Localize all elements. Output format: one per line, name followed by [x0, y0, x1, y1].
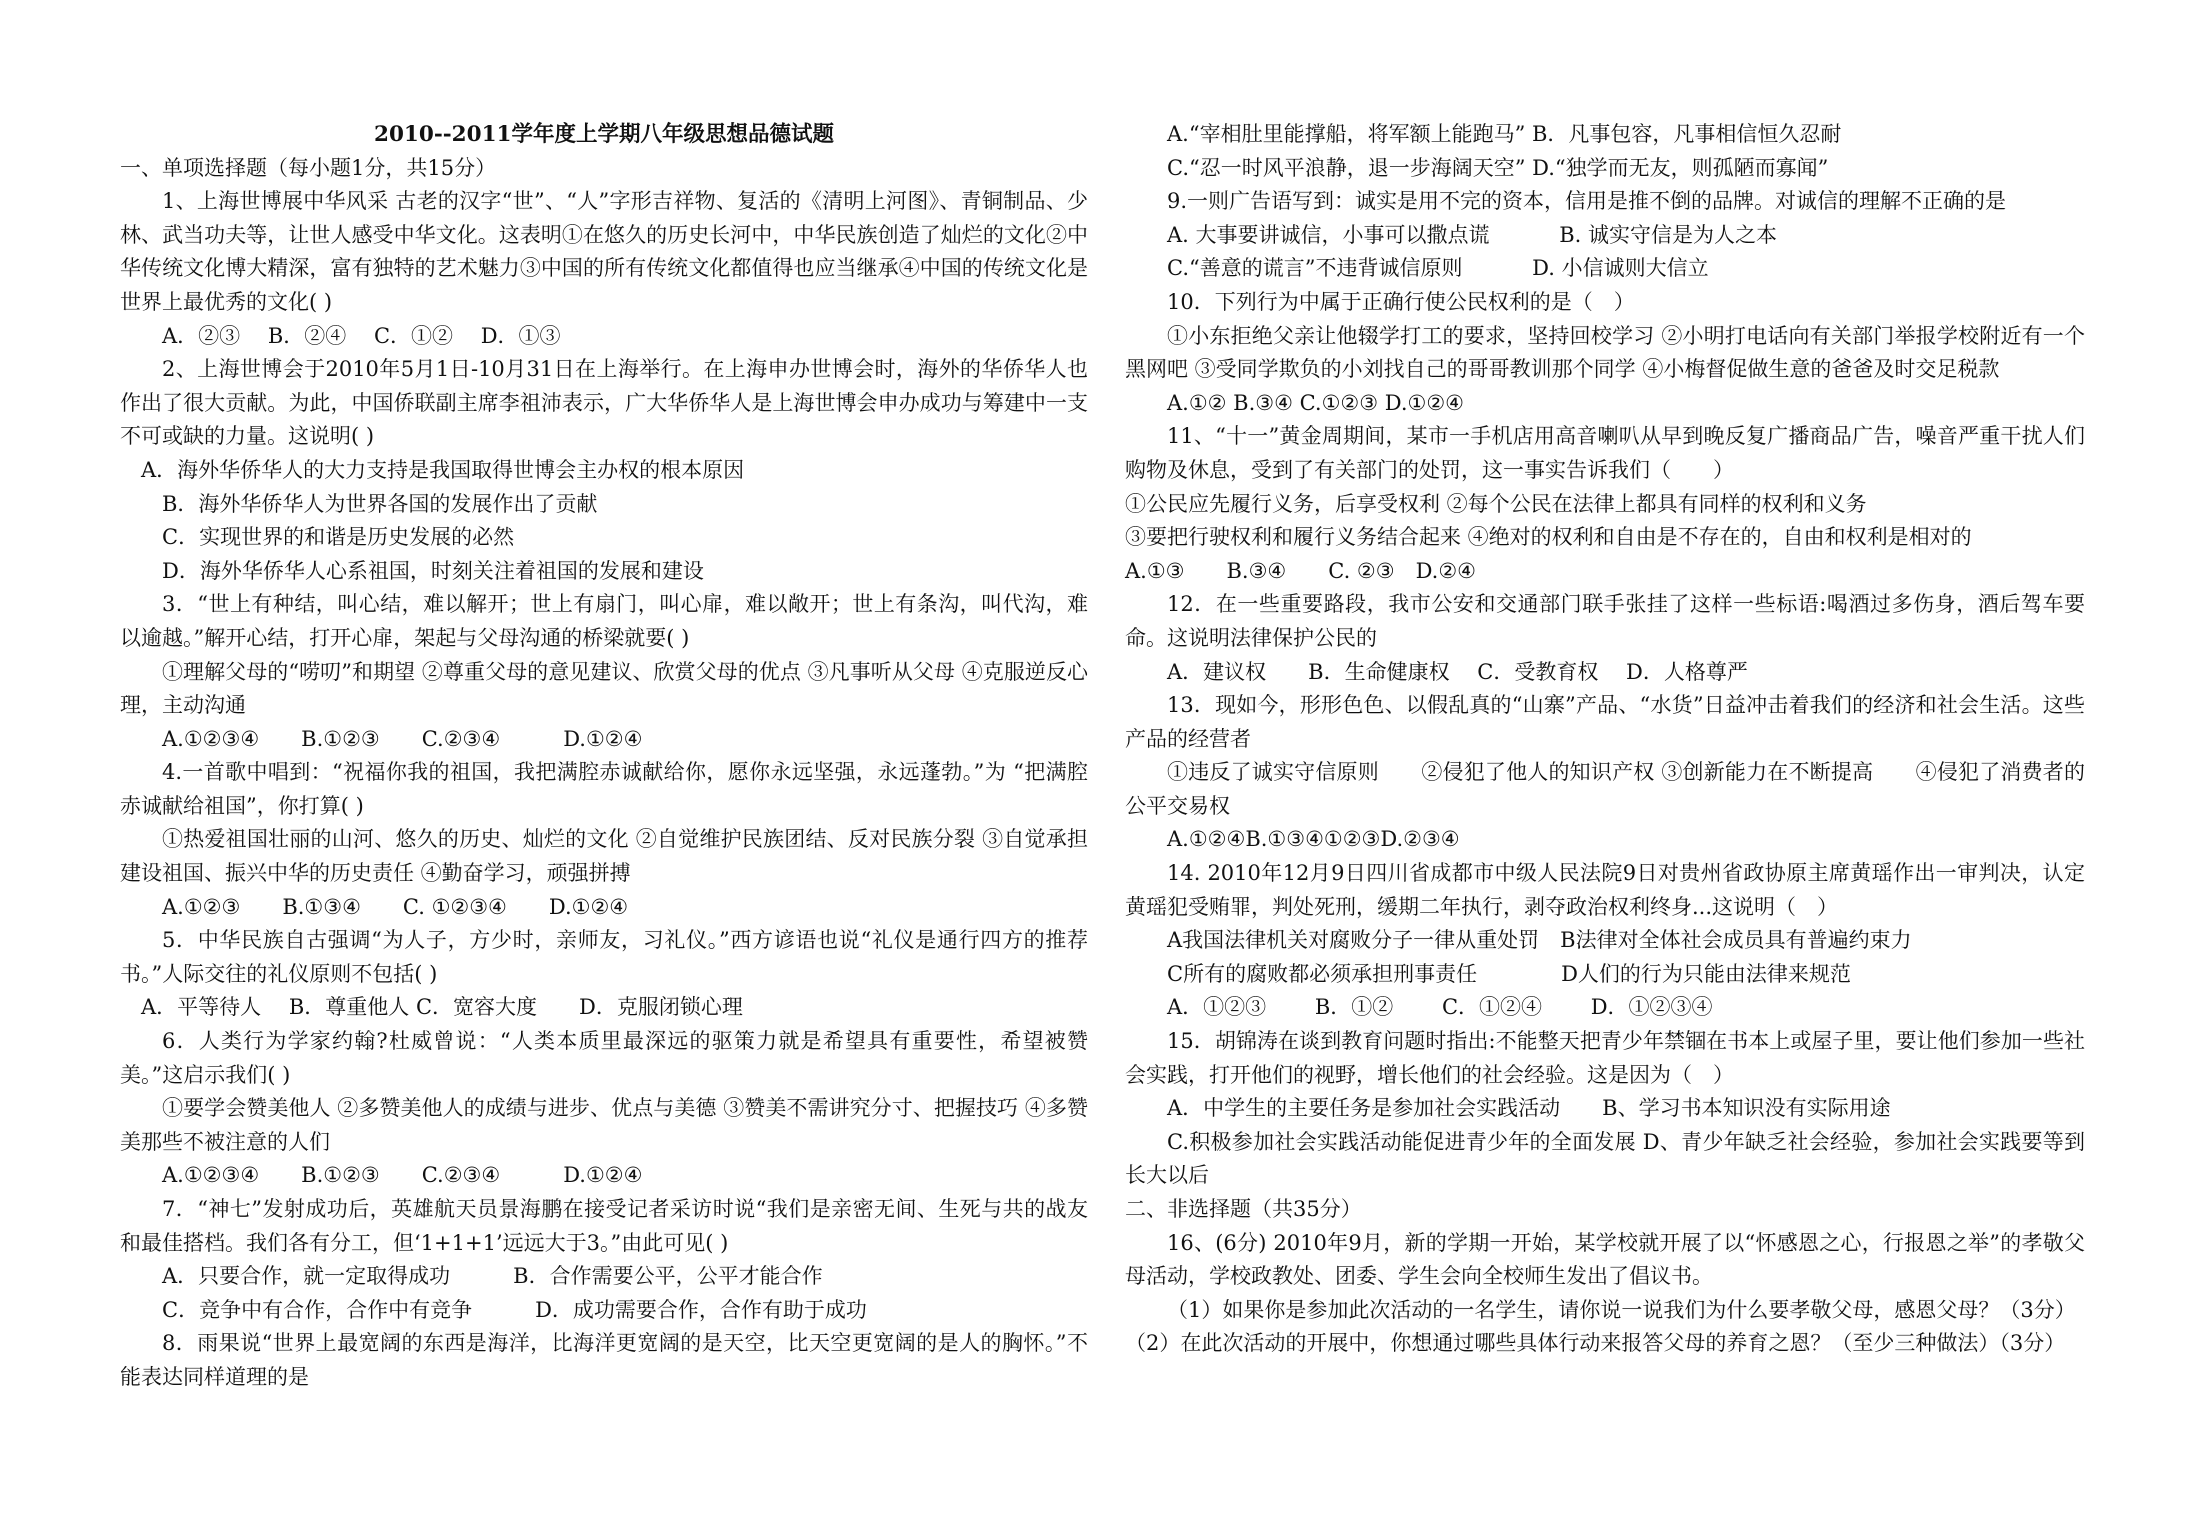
text-line: A.①③ B.③④ C. ②③ D.②④ — [1125, 558, 1476, 583]
text-line: C.“忍一时风平浪静，退一步海阔天空” D.“独学而无友，则孤陋而寡闻” — [1167, 155, 1829, 180]
text-line: 1、上海世博展中华风采 古老的汉字“世”、“人”字形吉祥物、复活的《清明上河图》、青铜制品、少林、武当功夫等，让世人感受中华文化。这表明①在悠久的历史长河中，中华民族创造了灿烂的文化②中华传统文化博大精深，富有独特的艺术魅力③中国的所有传统文化都值得也应当继承④中国的传统文化是世界上最优秀的文化( ) — [120, 189, 1088, 314]
text-line: A．中学生的主要任务是参加社会实践活动 B、学习书本知识没有实际用途 — [1167, 1096, 1891, 1121]
text-line: 6．人类行为学家约翰?杜威曾说：“人类本质里最深远的驱策力就是希望具有重要性，希望被赞美。”这启示我们( ) — [120, 1029, 1088, 1087]
right-column — [1125, 118, 2085, 1361]
text-line: 12．在一些重要路段，我市公安和交通部门联手张挂了这样一些标语:喝酒过多伤身，酒后驾车要命。这说明法律保护公民的 — [1125, 592, 2085, 650]
text-line: 9.一则广告语写到：诚实是用不完的资本，信用是推不倒的品牌。对诚信的理解不正确的是 — [1167, 189, 2007, 214]
text-line: C．实现世界的和谐是历史发展的必然 — [162, 525, 515, 550]
text-line: A．只要合作，就一定取得成功 B．合作需要公平，公平才能合作 — [162, 1264, 823, 1289]
text-line: 3．“世上有种结，叫心结，难以解开；世上有扇门，叫心扉，难以敞开；世上有条沟，叫代沟，难以逾越。”解开心结，打开心扉，架起与父母沟通的桥梁就要( ) — [120, 592, 1088, 650]
text-line: 13．现如今，形形色色、以假乱真的“山寨”产品、“水货”日益冲击着我们的经济和社会生活。这些产品的经营者 — [1125, 693, 2085, 751]
text-line: 15．胡锦涛在谈到教育问题时指出:不能整天把青少年禁锢在书本上或屋子里，要让他们参加一些社会实践，打开他们的视野，增长他们的社会经验。这是因为（ ） — [1125, 1029, 2085, 1087]
text-line: A.①②③ B.①③④ C. ①②③④ D.①②④ — [162, 894, 629, 919]
text-line: A．②③ B．②④ C．①② D．①③ — [162, 323, 561, 348]
text-line: 10．下列行为中属于正确行使公民权利的是（ ） — [1167, 289, 1635, 314]
text-line: C.“善意的谎言”不违背诚信原则 D. 小信诚则大信立 — [1167, 256, 1709, 281]
text-line: 2、上海世博会于2010年5月1日-10月31日在上海举行。在上海申办世博会时，海外的华侨华人也作出了很大贡献。为此，中国侨联副主席李祖沛表示，广大华侨华人是上海世博会申办成功与筹建中一支不可或缺的力量。这说明( ) — [120, 357, 1088, 449]
text-line: （1）如果你是参加此次活动的一名学生，请你说一说我们为什么要孝敬父母，感恩父母？（3分） — [1167, 1297, 2076, 1322]
text-line: ③要把行驶权利和履行义务结合起来 ④绝对的权利和自由是不存在的，自由和权利是相对的 — [1125, 525, 1972, 550]
text-line: A.“宰相肚里能撑船，将军额上能跑马” B．凡事包容，凡事相信恒久忍耐 — [1167, 122, 1842, 146]
text-line: A.①② B.③④ C.①②③ D.①②④ — [1167, 390, 1464, 415]
text-line: ①违反了诚实守信原则 ②侵犯了他人的知识产权 ③创新能力在不断提高 ④侵犯了消费者的公平交易权 — [1125, 760, 2085, 818]
text-line: A．①②③ B．①② C．①②④ D．①②③④ — [1167, 995, 1713, 1020]
text-line: C.积极参加社会实践活动能促进青少年的全面发展 D、青少年缺乏社会经验，参加社会实践要等到长大以后 — [1125, 1129, 2085, 1188]
text-line: D．海外华侨华人心系祖国，时刻关注着祖国的发展和建设 — [162, 558, 704, 583]
text-line: A．建议权 B．生命健康权 C．受教育权 D．人格尊严 — [1167, 659, 1748, 684]
text-line: 一、单项选择题（每小题1分，共15分） — [120, 155, 497, 180]
text-line: A. 大事要讲诚信，小事可以撒点谎 B. 诚实守信是为人之本 — [1167, 222, 1777, 247]
text-line: 7．“神七”发射成功后，英雄航天员景海鹏在接受记者采访时说“我们是亲密无间、生死与共的战友和最佳搭档。我们各有分工，但‘1+1+1’远远大于3。”由此可见( ) — [120, 1197, 1088, 1255]
text-line: B．海外华侨华人为世界各国的发展作出了贡献 — [162, 491, 598, 516]
text-line: 4.一首歌中唱到：“祝福你我的祖国，我把满腔赤诚献给你，愿你永远坚强，永远蓬勃。”为 “把满腔赤诚献给祖国”，你打算( ) — [120, 760, 1088, 818]
text-line: A．平等待人 B．尊重他人 C．宽容大度 D．克服闭锁心理 — [141, 995, 743, 1020]
exam-title: 2010--2011学年度上学期八年级思想品德试题 — [373, 122, 835, 147]
text-line: ①小东拒绝父亲让他辍学打工的要求，坚持回校学习 ②小明打电话向有关部门举报学校附近有一个黑网吧 ③受同学欺负的小刘找自己的哥哥教训那个同学 ④小梅督促做生意的爸爸及时交足税款 — [1125, 323, 2085, 382]
text-line: A.①②③④ B.①②③ C.②③④ D.①②④ — [162, 1163, 643, 1188]
text-line: 5．中华民族自古强调“为人子，方少时，亲师友，习礼仪。”西方谚语也说“礼仪是通行四方的推荐书。”人际交往的礼仪原则不包括( ) — [120, 928, 1088, 986]
text-line: 14. 2010年12月9日四川省成都市中级人民法院9日对贵州省政协原主席黄瑶作出一审判决，认定黄瑶犯受贿罪，判处死刑，缓期二年执行，剥夺政治权利终身...这说明（ ） — [1125, 861, 2085, 919]
text-line: 二、非选择题（共35分） — [1125, 1197, 1362, 1221]
text-line: A.①②④B.①③④①②③D.②③④ — [1167, 827, 1460, 852]
text-line: 8．雨果说“世界上最宽阔的东西是海洋，比海洋更宽阔的是天空，比天空更宽阔的是人的胸怀。”不能表达同样道理的是 — [120, 1331, 1088, 1389]
text-line: ①要学会赞美他人 ②多赞美他人的成绩与进步、优点与美德 ③赞美不需讲究分寸、把握技巧 ④多赞美那些不被注意的人们 — [120, 1096, 1088, 1154]
text-line: A.①②③④ B.①②③ C.②③④ D.①②④ — [162, 726, 643, 751]
text-line: （2）在此次活动的开展中，你想通过哪些具体行动来报答父母的养育之恩？（至少三种做法）（3分） — [1125, 1331, 2066, 1356]
text-line: A我国法律机关对腐败分子一律从重处罚 B法律对全体社会成员具有普遍约束力 — [1167, 928, 1912, 953]
text-line: ①热爱祖国壮丽的山河、悠久的历史、灿烂的文化 ②自觉维护民族团结、反对民族分裂 ③自觉承担建设祖国、振兴中华的历史责任 ④勤奋学习，顽强拼搏 — [120, 827, 1088, 886]
text-line: A．海外华侨华人的大力支持是我国取得世博会主办权的根本原因 — [141, 457, 745, 482]
left-column — [120, 118, 1088, 1395]
text-line: C所有的腐败都必须承担刑事责任 D人们的行为只能由法律来规范 — [1167, 961, 1851, 986]
text-line: ①公民应先履行义务，后享受权利 ②每个公民在法律上都具有同样的权利和义务 — [1125, 491, 1867, 516]
text-line: 11、“十一”黄金周期间，某市一手机店用高音喇叭从早到晚反复广播商品广告，噪音严重干扰人们购物及休息，受到了有关部门的处罚，这一事实告诉我们（ ） — [1125, 424, 2085, 482]
text-line: ①理解父母的“唠叨”和期望 ②尊重父母的意见建议、欣赏父母的优点 ③凡事听从父母 ④克服逆反心理，主动沟通 — [120, 659, 1088, 718]
text-line: 16、(6分) 2010年9月，新的学期一开始，某学校就开展了以“怀感恩之心，行报恩之举”的孝敬父母活动，学校政教处、团委、学生会向全校师生发出了倡议书。 — [1125, 1230, 2085, 1289]
text-line: C．竞争中有合作，合作中有竞争 D．成功需要合作，合作有助于成功 — [162, 1297, 867, 1322]
